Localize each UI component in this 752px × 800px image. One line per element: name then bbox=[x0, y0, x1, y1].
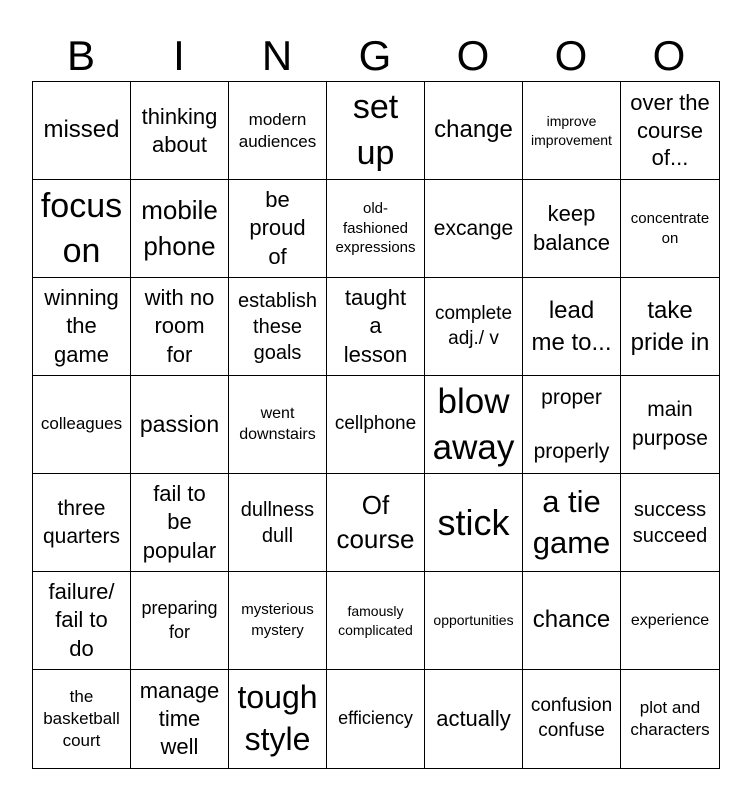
bingo-cell-text: missed bbox=[43, 116, 120, 144]
bingo-cell[interactable] bbox=[33, 278, 131, 376]
bingo-cell[interactable] bbox=[621, 278, 719, 376]
bingo-cell[interactable] bbox=[229, 376, 327, 474]
bingo-cell-text: change bbox=[434, 116, 513, 144]
bingo-cell[interactable] bbox=[523, 82, 621, 180]
bingo-cell-text: concentrate on bbox=[630, 210, 710, 247]
bingo-cell[interactable] bbox=[523, 474, 621, 572]
bingo-cell[interactable] bbox=[425, 278, 523, 376]
header-letter: O bbox=[456, 32, 490, 79]
header-letter: G bbox=[358, 32, 392, 79]
bingo-cell[interactable] bbox=[33, 474, 131, 572]
bingo-cell-text: main purpose bbox=[632, 398, 708, 450]
bingo-cell-text: cellphone bbox=[334, 413, 417, 435]
bingo-cell-text: preparing for bbox=[141, 598, 218, 642]
bingo-cell-text: complete adj./ v bbox=[434, 302, 513, 349]
header-letter: B bbox=[66, 32, 95, 79]
bingo-cell-text: famously complicated bbox=[338, 602, 413, 638]
bingo-cell[interactable] bbox=[621, 180, 719, 278]
bingo-cell[interactable] bbox=[131, 180, 229, 278]
bingo-cell-text: over the course of... bbox=[630, 90, 710, 171]
bingo-cell[interactable] bbox=[425, 572, 523, 670]
bingo-cell[interactable] bbox=[229, 82, 327, 180]
bingo-cell[interactable] bbox=[621, 572, 719, 670]
bingo-cell[interactable] bbox=[621, 670, 719, 768]
bingo-cell-text: stick bbox=[437, 501, 510, 543]
bingo-cell-text: three quarters bbox=[42, 497, 121, 548]
bingo-cell[interactable] bbox=[131, 278, 229, 376]
bingo-cell[interactable] bbox=[621, 474, 719, 572]
bingo-cell[interactable] bbox=[425, 180, 523, 278]
bingo-cell-text: confusion confuse bbox=[530, 695, 613, 741]
bingo-cell-text: went downstairs bbox=[239, 404, 316, 443]
bingo-cell[interactable] bbox=[33, 572, 131, 670]
bingo-cell[interactable] bbox=[131, 82, 229, 180]
bingo-cell-text: efficiency bbox=[338, 708, 413, 729]
bingo-cell[interactable] bbox=[523, 180, 621, 278]
bingo-cell-text: keep balance bbox=[532, 200, 611, 255]
bingo-cell-text: experience bbox=[630, 611, 710, 629]
bingo-cell-text: focus on bbox=[40, 187, 123, 270]
bingo-cell[interactable] bbox=[327, 180, 425, 278]
bingo-cell[interactable] bbox=[33, 670, 131, 768]
bingo-cell-text: blow away bbox=[432, 382, 515, 467]
bingo-cell[interactable] bbox=[523, 278, 621, 376]
bingo-cell[interactable] bbox=[327, 474, 425, 572]
bingo-cell-text: lead me to... bbox=[531, 297, 612, 356]
bingo-cell-text: manage time well bbox=[139, 677, 220, 760]
bingo-cell-text: be proud of bbox=[249, 187, 306, 269]
bingo-cell-text: opportunities bbox=[433, 612, 514, 629]
bingo-cell-text: taught a lesson bbox=[343, 284, 408, 367]
bingo-cell-text: dullness dull bbox=[240, 498, 315, 547]
bingo-cell-text: winning the game bbox=[44, 284, 119, 367]
bingo-cell-text: thinking about bbox=[141, 104, 218, 157]
bingo-cell-text: tough style bbox=[237, 679, 318, 757]
bingo-cell[interactable] bbox=[621, 82, 719, 180]
bingo-cell[interactable] bbox=[327, 376, 425, 474]
bingo-cell[interactable] bbox=[131, 670, 229, 768]
bingo-cell[interactable] bbox=[523, 572, 621, 670]
bingo-cell[interactable] bbox=[131, 376, 229, 474]
bingo-cell[interactable] bbox=[229, 474, 327, 572]
bingo-cell[interactable] bbox=[229, 278, 327, 376]
bingo-cell-text: a tie game bbox=[532, 484, 611, 560]
bingo-cell-text: fail to be popular bbox=[142, 480, 217, 563]
bingo-cell-text: establish these goals bbox=[238, 289, 317, 364]
bingo-cell-text: success succeed bbox=[632, 498, 708, 547]
bingo-cell[interactable] bbox=[425, 474, 523, 572]
bingo-cell[interactable] bbox=[33, 82, 131, 180]
bingo-header bbox=[32, 30, 720, 82]
bingo-cell[interactable] bbox=[327, 572, 425, 670]
header-letter: I bbox=[173, 32, 185, 79]
bingo-cell[interactable] bbox=[33, 180, 131, 278]
bingo-cell[interactable] bbox=[425, 376, 523, 474]
bingo-cell-text: take pride in bbox=[630, 297, 710, 356]
bingo-cell[interactable] bbox=[425, 670, 523, 768]
bingo-cell-text: with no room for bbox=[144, 284, 215, 367]
bingo-cell[interactable] bbox=[327, 670, 425, 768]
header-letter: N bbox=[261, 32, 293, 79]
bingo-cell-text: failure/ fail to do bbox=[48, 578, 115, 661]
bingo-cell-text: proper properly bbox=[533, 385, 610, 464]
bingo-cell-text: old- fashioned expressions bbox=[335, 200, 416, 257]
bingo-cell[interactable] bbox=[229, 670, 327, 768]
bingo-cell[interactable] bbox=[621, 376, 719, 474]
bingo-cell-text: excange bbox=[433, 216, 514, 240]
header-letter: O bbox=[652, 32, 686, 79]
bingo-cell-text: actually bbox=[436, 705, 511, 731]
bingo-cell[interactable] bbox=[523, 376, 621, 474]
bingo-board bbox=[32, 81, 720, 769]
bingo-cell-text: set up bbox=[352, 87, 399, 172]
bingo-cell[interactable] bbox=[327, 278, 425, 376]
bingo-cell[interactable] bbox=[33, 376, 131, 474]
bingo-cell-text: passion bbox=[139, 410, 220, 437]
bingo-cell[interactable] bbox=[131, 474, 229, 572]
bingo-cell-text: plot and characters bbox=[630, 697, 710, 739]
bingo-cell-text: colleagues bbox=[40, 414, 123, 434]
bingo-cell-text: chance bbox=[532, 606, 611, 634]
bingo-cell[interactable] bbox=[523, 670, 621, 768]
bingo-cell-text: Of course bbox=[336, 489, 415, 554]
bingo-cell-text: mobile phone bbox=[141, 195, 218, 261]
bingo-cell-text: the basketball court bbox=[43, 686, 120, 751]
bingo-cell-text: mysterious mystery bbox=[241, 601, 314, 639]
bingo-cell[interactable] bbox=[229, 180, 327, 278]
bingo-cell-text: improve improvement bbox=[531, 113, 612, 148]
bingo-cell[interactable] bbox=[327, 82, 425, 180]
header-letter: O bbox=[554, 32, 588, 79]
bingo-cell[interactable] bbox=[425, 82, 523, 180]
bingo-cell[interactable] bbox=[131, 572, 229, 670]
bingo-cell[interactable] bbox=[229, 572, 327, 670]
bingo-cell-text: modern audiences bbox=[238, 110, 317, 151]
